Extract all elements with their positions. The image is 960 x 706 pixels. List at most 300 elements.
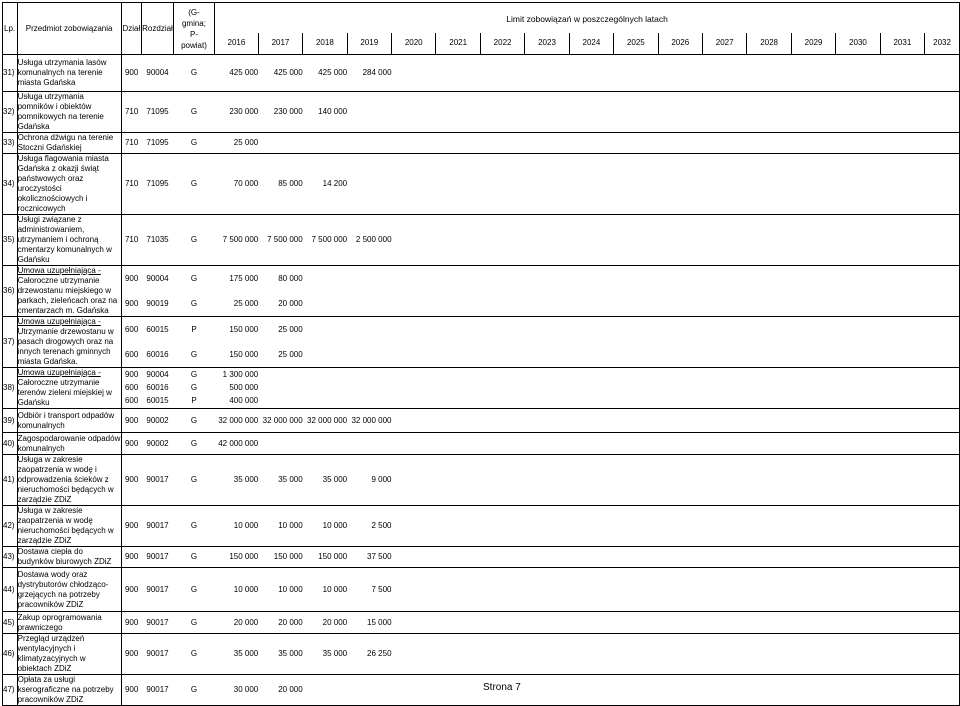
year-value-2020: [392, 433, 436, 455]
year-value-2024: [569, 612, 613, 634]
row-number: 35): [3, 215, 18, 266]
header-rozdzial: Rozdział: [142, 3, 174, 55]
dzial-cell: 600: [121, 395, 142, 409]
year-value-2028: [747, 675, 791, 706]
year-value-2032: [925, 92, 960, 133]
year-value-2030: [836, 317, 880, 343]
gp-cell: P: [173, 395, 214, 409]
rozdzial-cell: 90017: [142, 506, 174, 547]
table-row: [3, 634, 960, 675]
year-value-2016: 10 000: [215, 506, 259, 547]
year-value-2017: 10 000: [258, 568, 302, 612]
row-number: 36): [3, 266, 18, 317]
commitment-subject: [17, 568, 121, 612]
year-value-2027: [702, 215, 746, 266]
year-value-2026: [658, 409, 702, 433]
rozdzial-cell: 90004: [142, 266, 174, 292]
year-value-2025: [614, 547, 658, 568]
year-value-2020: [392, 368, 436, 382]
year-value-2025: [614, 55, 658, 92]
dzial-cell: 900: [121, 55, 142, 92]
row-number: 37): [3, 317, 18, 368]
dzial-cell: 710: [121, 133, 142, 154]
year-value-2027: [702, 342, 746, 368]
year-value-2026: [658, 455, 702, 506]
year-value-2031: [880, 395, 924, 409]
year-value-2027: [702, 154, 746, 215]
year-value-2017: 7 500 000: [258, 215, 302, 266]
year-value-2024: [569, 154, 613, 215]
commitment-subject-text: Usługa w zakresie zaopatrzenia w wodę nieruchomości będących w zarządzie ZDiZ: [17, 506, 114, 545]
year-value-2031: [880, 409, 924, 433]
dzial-cell: 900: [121, 675, 142, 706]
year-value-2031: [880, 291, 924, 317]
dzial-cell: 900: [121, 506, 142, 547]
year-value-2021: [436, 547, 480, 568]
year-value-2027: [702, 506, 746, 547]
rozdzial-cell: 60015: [142, 395, 174, 409]
year-value-2019: 2 500: [347, 506, 391, 547]
year-value-2017: [258, 381, 302, 395]
year-value-2028: [747, 381, 791, 395]
table-row: [3, 368, 960, 382]
year-value-2019: [347, 433, 391, 455]
table-row: [3, 133, 960, 154]
gp-cell: G: [173, 291, 214, 317]
commitment-subject-text: Ochrona dźwigu na terenie Stoczni Gdańskiej: [17, 133, 114, 152]
year-value-2020: [392, 291, 436, 317]
year-value-2027: [702, 612, 746, 634]
year-value-2025: [614, 634, 658, 675]
rozdzial-cell: 90017: [142, 612, 174, 634]
year-value-2018: [303, 342, 347, 368]
year-value-2021: [436, 133, 480, 154]
year-value-2024: [569, 409, 613, 433]
year-value-2032: [925, 55, 960, 92]
gp-cell: G: [173, 133, 214, 154]
year-value-2017: 80 000: [258, 266, 302, 292]
header-year-2029: 2029: [791, 33, 835, 55]
year-value-2030: [836, 506, 880, 547]
row-number: 43): [3, 547, 18, 568]
year-value-2020: [392, 92, 436, 133]
year-value-2029: [791, 433, 835, 455]
year-value-2024: [569, 568, 613, 612]
year-value-2031: [880, 266, 924, 292]
year-value-2021: [436, 381, 480, 395]
table-row: [3, 675, 960, 706]
year-value-2030: [836, 55, 880, 92]
year-value-2028: [747, 433, 791, 455]
commitment-subject: [17, 634, 121, 675]
year-value-2022: [480, 55, 524, 92]
year-value-2031: [880, 455, 924, 506]
year-value-2021: [436, 92, 480, 133]
year-value-2018: [303, 395, 347, 409]
year-value-2024: [569, 215, 613, 266]
year-value-2032: [925, 612, 960, 634]
header-year-2023: 2023: [525, 33, 569, 55]
gp-cell: G: [173, 342, 214, 368]
year-value-2017: 20 000: [258, 612, 302, 634]
year-value-2019: [347, 317, 391, 343]
year-value-2028: [747, 55, 791, 92]
rozdzial-cell: 90019: [142, 291, 174, 317]
year-value-2026: [658, 291, 702, 317]
year-value-2016: 425 000: [215, 55, 259, 92]
year-value-2032: [925, 409, 960, 433]
year-value-2026: [658, 368, 702, 382]
year-value-2025: [614, 433, 658, 455]
year-value-2016: 32 000 000: [215, 409, 259, 433]
year-value-2020: [392, 342, 436, 368]
dzial-cell: 900: [121, 568, 142, 612]
year-value-2029: [791, 675, 835, 706]
year-value-2021: [436, 506, 480, 547]
year-value-2023: [525, 568, 569, 612]
year-value-2029: [791, 154, 835, 215]
year-value-2022: [480, 368, 524, 382]
year-value-2026: [658, 634, 702, 675]
year-value-2029: [791, 612, 835, 634]
year-value-2023: [525, 634, 569, 675]
year-value-2030: [836, 395, 880, 409]
year-value-2031: [880, 317, 924, 343]
year-value-2026: [658, 317, 702, 343]
header-year-2031: 2031: [880, 33, 924, 55]
year-value-2017: 10 000: [258, 506, 302, 547]
year-value-2020: [392, 154, 436, 215]
year-value-2016: 230 000: [215, 92, 259, 133]
year-value-2025: [614, 612, 658, 634]
year-value-2023: [525, 612, 569, 634]
dzial-cell: 900: [121, 634, 142, 675]
year-value-2025: [614, 133, 658, 154]
year-value-2027: [702, 92, 746, 133]
year-value-2029: [791, 455, 835, 506]
year-value-2017: [258, 395, 302, 409]
year-value-2026: [658, 675, 702, 706]
year-value-2022: [480, 133, 524, 154]
header-year-2026: 2026: [658, 33, 702, 55]
year-value-2023: [525, 368, 569, 382]
rozdzial-cell: 60016: [146, 382, 169, 392]
year-value-2027: [702, 266, 746, 292]
dzial-cell: 900: [121, 433, 142, 455]
year-value-2032: [925, 634, 960, 675]
year-value-2020: [392, 568, 436, 612]
year-value-2023: [525, 154, 569, 215]
year-value-2022: [480, 92, 524, 133]
dzial-cell: 900: [121, 266, 142, 292]
year-value-2016: 42 000 000: [215, 433, 259, 455]
year-value-2025: [614, 395, 658, 409]
year-value-2020: [392, 215, 436, 266]
year-value-2018: 14 200: [303, 154, 347, 215]
year-value-2018: 7 500 000: [303, 215, 347, 266]
year-value-2018: 10 000: [303, 506, 347, 547]
gp-cell: G: [173, 55, 214, 92]
year-value-2016: 150 000: [215, 547, 259, 568]
year-value-2031: [880, 612, 924, 634]
rozdzial-cell: 60015: [142, 317, 174, 343]
row-number: 46): [3, 634, 18, 675]
year-value-2016: 10 000: [215, 568, 259, 612]
year-value-2020: [392, 409, 436, 433]
year-value-2028: [747, 342, 791, 368]
gp-cell: G: [173, 568, 214, 612]
year-value-2025: [614, 368, 658, 382]
year-value-2026: [658, 568, 702, 612]
header-gp: (G- gmina; P- powiat): [173, 3, 214, 55]
gp-cell: G: [173, 92, 214, 133]
year-value-2022: [480, 634, 524, 675]
header-year-2025: 2025: [614, 33, 658, 55]
year-value-2022: [480, 381, 524, 395]
row-number: 42): [3, 506, 18, 547]
year-value-2018: [303, 317, 347, 343]
year-value-2024: [569, 634, 613, 675]
year-value-2030: [836, 266, 880, 292]
year-value-2032: [925, 291, 960, 317]
commitment-subject-text: Usługa utrzymania pomników i obiektów pomnikowych na terenie Gdańska: [17, 92, 104, 131]
year-value-2018: [303, 266, 347, 292]
header-row: [3, 3, 960, 33]
year-value-2024: [569, 266, 613, 292]
commitment-subject-text: Utrzymanie drzewostanu w pasach drogowych oraz na innych terenach gminnych miasta Gdańska.: [17, 327, 114, 366]
year-value-2023: [525, 547, 569, 568]
header-year-2017: 2017: [258, 33, 302, 55]
year-value-2026: [658, 433, 702, 455]
year-value-2025: [614, 506, 658, 547]
year-value-2029: [791, 266, 835, 292]
year-value-2029: [791, 409, 835, 433]
year-value-2020: [392, 455, 436, 506]
year-value-2027: [702, 409, 746, 433]
year-value-2031: [880, 92, 924, 133]
year-value-2018: 10 000: [303, 568, 347, 612]
dzial-cell: 900: [121, 547, 142, 568]
gp-cell: G: [173, 409, 214, 433]
year-value-2016: 7 500 000: [215, 215, 259, 266]
year-value-2018: [303, 433, 347, 455]
year-value-2028: [747, 154, 791, 215]
year-value-2021: [436, 342, 480, 368]
commitments-table: [2, 2, 960, 706]
rozdzial-cell: 71095: [142, 92, 174, 133]
year-value-2017: 85 000: [258, 154, 302, 215]
year-value-2018: 35 000: [303, 634, 347, 675]
gp-cell: G: [173, 154, 214, 215]
year-value-2026: [658, 215, 702, 266]
year-value-2017: [258, 368, 302, 382]
commitment-subject: [17, 154, 121, 215]
year-value-2031: [880, 342, 924, 368]
year-value-2020: [392, 55, 436, 92]
year-value-2029: [791, 547, 835, 568]
year-value-2029: [791, 568, 835, 612]
year-value-2028: [747, 317, 791, 343]
year-value-2022: [480, 433, 524, 455]
year-value-2029: [791, 395, 835, 409]
year-value-2029: [791, 381, 835, 395]
year-value-2023: [525, 266, 569, 292]
table-row: [3, 409, 960, 433]
header-year-2032: 2032: [925, 33, 960, 55]
year-value-2022: [480, 506, 524, 547]
year-value-2023: [525, 215, 569, 266]
year-value-2032: [925, 342, 960, 368]
table-row: [3, 342, 960, 368]
year-value-2022: [480, 409, 524, 433]
year-value-2032: [925, 317, 960, 343]
rozdzial-cell: 71095: [142, 133, 174, 154]
year-value-2024: [569, 455, 613, 506]
year-value-2023: [525, 381, 569, 395]
year-value-2030: [836, 675, 880, 706]
gp-cell: G: [173, 433, 214, 455]
year-value-2025: [614, 568, 658, 612]
row-number: 39): [3, 409, 18, 433]
year-value-2019: [347, 368, 391, 382]
table-row: [3, 612, 960, 634]
header-year-2018: 2018: [303, 33, 347, 55]
dzial-cell: 600: [121, 317, 142, 343]
row-number: 47): [3, 675, 18, 706]
year-value-2022: [480, 395, 524, 409]
year-value-2021: [436, 291, 480, 317]
year-value-2028: [747, 547, 791, 568]
year-value-2030: [836, 342, 880, 368]
table-row: [3, 433, 960, 455]
year-value-2018: [303, 291, 347, 317]
year-value-2023: [525, 92, 569, 133]
year-value-2032: [925, 368, 960, 382]
year-value-2017: 20 000: [258, 291, 302, 317]
gp-cell: P: [173, 317, 214, 343]
year-value-2018: 20 000: [303, 612, 347, 634]
year-value-2024: [569, 506, 613, 547]
header-year-2016: 2016: [215, 33, 259, 55]
year-value-2023: [525, 395, 569, 409]
year-value-2032: [925, 568, 960, 612]
rozdzial-cell: 90002: [142, 433, 174, 455]
year-value-2019: [347, 342, 391, 368]
year-value-2027: [702, 547, 746, 568]
gp-cell: G: [173, 675, 214, 706]
year-value-2018: 140 000: [303, 92, 347, 133]
year-value-2026: [658, 612, 702, 634]
gp-cell: G: [173, 368, 214, 382]
supplementary-contract-label: Umowa uzupełniająca -: [17, 266, 101, 275]
year-value-2024: [569, 133, 613, 154]
year-value-2019: 2 500 000: [347, 215, 391, 266]
year-value-2016: 400 000: [215, 395, 259, 409]
year-value-2028: [747, 133, 791, 154]
year-value-2026: [658, 154, 702, 215]
year-value-2020: [392, 133, 436, 154]
rozdzial-cell: 90017: [142, 675, 174, 706]
year-value-2027: [702, 395, 746, 409]
year-value-2025: [614, 342, 658, 368]
year-value-2018: 35 000: [303, 455, 347, 506]
year-value-2016: 35 000: [215, 455, 259, 506]
year-value-2016: 35 000: [215, 634, 259, 675]
year-value-2032: [925, 154, 960, 215]
table-row: [3, 506, 960, 547]
year-value-2030: [836, 433, 880, 455]
year-value-2016: 150 000: [215, 342, 259, 368]
year-value-2026: [658, 342, 702, 368]
commitment-subject: [17, 433, 121, 455]
dzial-cell: 900: [121, 368, 142, 382]
commitment-subject: [17, 612, 121, 634]
year-value-2024: [569, 381, 613, 395]
year-value-2024: [569, 55, 613, 92]
year-value-2032: [925, 133, 960, 154]
year-value-2031: [880, 547, 924, 568]
year-value-2029: [791, 215, 835, 266]
year-value-2027: [702, 291, 746, 317]
year-value-2028: [747, 266, 791, 292]
table-row: [3, 266, 960, 292]
supplementary-contract-label: Umowa uzupełniająca -: [17, 317, 101, 326]
year-value-2024: [569, 92, 613, 133]
year-value-2026: [658, 55, 702, 92]
year-value-2021: [436, 433, 480, 455]
commitment-subject-text: Przegląd urządzeń wentylacyjnych i klimatyzacyjnych w obiektach ZDiZ: [17, 634, 86, 673]
year-value-2031: [880, 154, 924, 215]
row-number: 32): [3, 92, 18, 133]
year-value-2021: [436, 612, 480, 634]
dzial-cell: 710: [121, 92, 142, 133]
year-value-2022: [480, 215, 524, 266]
year-value-2019: 32 000 000: [347, 409, 391, 433]
row-number: 41): [3, 455, 18, 506]
year-value-2019: 284 000: [347, 55, 391, 92]
year-value-2019: [347, 266, 391, 292]
table-row: [3, 92, 960, 133]
year-value-2019: 7 500: [347, 568, 391, 612]
year-value-2028: [747, 612, 791, 634]
year-value-2027: [702, 675, 746, 706]
year-value-2030: [836, 568, 880, 612]
year-value-2020: [392, 317, 436, 343]
year-value-2022: [480, 266, 524, 292]
commitment-subject: [17, 506, 121, 547]
year-value-2028: [747, 92, 791, 133]
year-value-2022: [480, 291, 524, 317]
year-value-2029: [791, 291, 835, 317]
year-value-2030: [836, 92, 880, 133]
year-value-2032: [925, 266, 960, 292]
year-value-2026: [658, 266, 702, 292]
commitment-subject: [17, 266, 121, 317]
year-value-2031: [880, 381, 924, 395]
year-value-2021: [436, 154, 480, 215]
dzial-cell: 710: [121, 215, 142, 266]
year-value-2025: [614, 317, 658, 343]
year-value-2017: 150 000: [258, 547, 302, 568]
year-value-2024: [569, 317, 613, 343]
row-number: 34): [3, 154, 18, 215]
rozdzial-cell: 90002: [142, 409, 174, 433]
row-number: 33): [3, 133, 18, 154]
year-value-2021: [436, 368, 480, 382]
year-value-2031: [880, 433, 924, 455]
rozdzial-cell: 60016: [142, 342, 174, 368]
year-value-2023: [525, 55, 569, 92]
